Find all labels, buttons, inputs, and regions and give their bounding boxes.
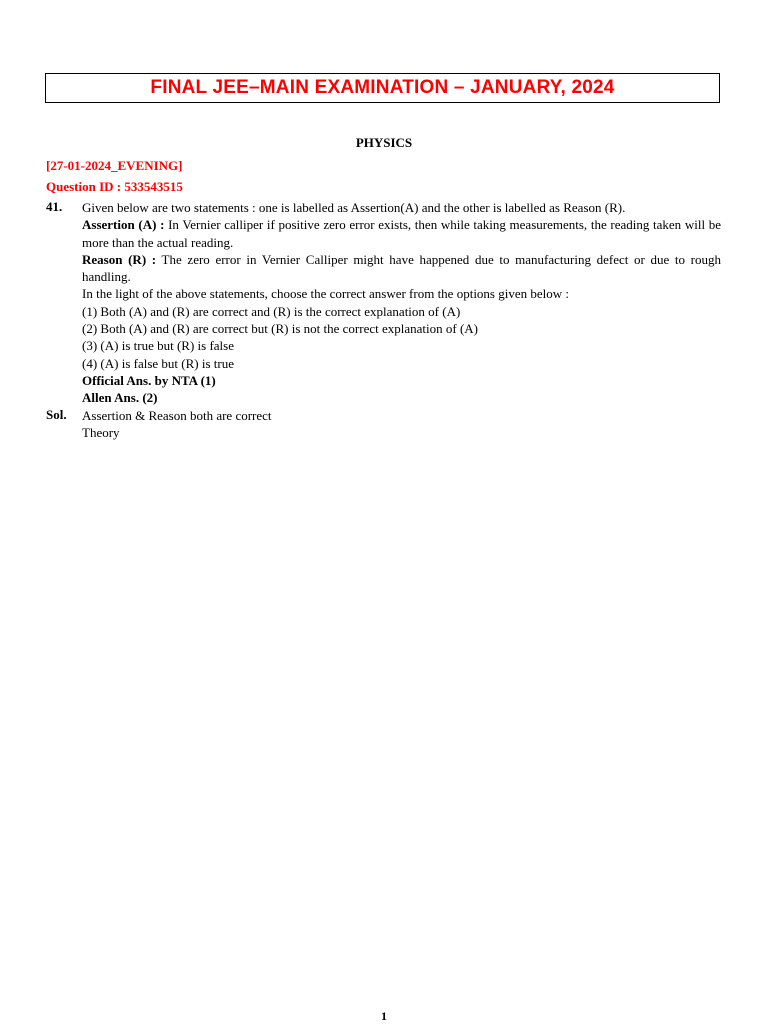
option-1: (1) Both (A) and (R) are correct and (R) is the correct explanation of (A) xyxy=(82,303,461,319)
reason-label: Reason (R) : xyxy=(82,251,157,267)
question-body xyxy=(82,199,721,407)
question-number: 41. xyxy=(46,199,63,214)
subject-heading: PHYSICS xyxy=(355,135,413,150)
official-answer: Official Ans. by NTA (1) xyxy=(82,372,216,388)
solution-body xyxy=(82,407,721,442)
question-id: Question ID : 533543515 xyxy=(46,179,183,194)
option-4: (4) (A) is false but (R) is true xyxy=(82,355,234,371)
option-3: (3) (A) is true but (R) is false xyxy=(82,338,234,354)
solution-label: Sol. xyxy=(46,407,67,422)
reason-paragraph xyxy=(82,251,721,286)
assertion-paragraph xyxy=(82,216,721,251)
solution-line-2: Theory xyxy=(82,425,120,441)
exam-title: FINAL JEE–MAIN EXAMINATION – JANUARY, 2024 xyxy=(150,77,615,98)
page-number: 1 xyxy=(381,1009,387,1023)
session-label: [27-01-2024_EVENING] xyxy=(46,158,183,173)
question-instruction: In the light of the above statements, choose the correct answer from the options given below : xyxy=(82,286,569,302)
question-intro: Given below are two statements : one is labelled as Assertion(A) and the other is labelled as Reason (R). xyxy=(82,200,626,215)
assertion-label: Assertion (A) : xyxy=(82,217,165,233)
reason-text: The zero error in Vernier Calliper might have happened due to manufacturing defect or due to rough handling. xyxy=(82,251,722,285)
allen-answer: Allen Ans. (2) xyxy=(82,390,158,406)
assertion-text: In Vernier calliper if positive zero error exists, then while taking measurements, the reading taken will be more than the actual reading. xyxy=(82,217,721,250)
solution-line-1: Assertion & Reason both are correct xyxy=(82,408,272,423)
exam-header-box xyxy=(45,73,720,103)
option-2: (2) Both (A) and (R) are correct but (R) is not the correct explanation of (A) xyxy=(82,321,478,337)
